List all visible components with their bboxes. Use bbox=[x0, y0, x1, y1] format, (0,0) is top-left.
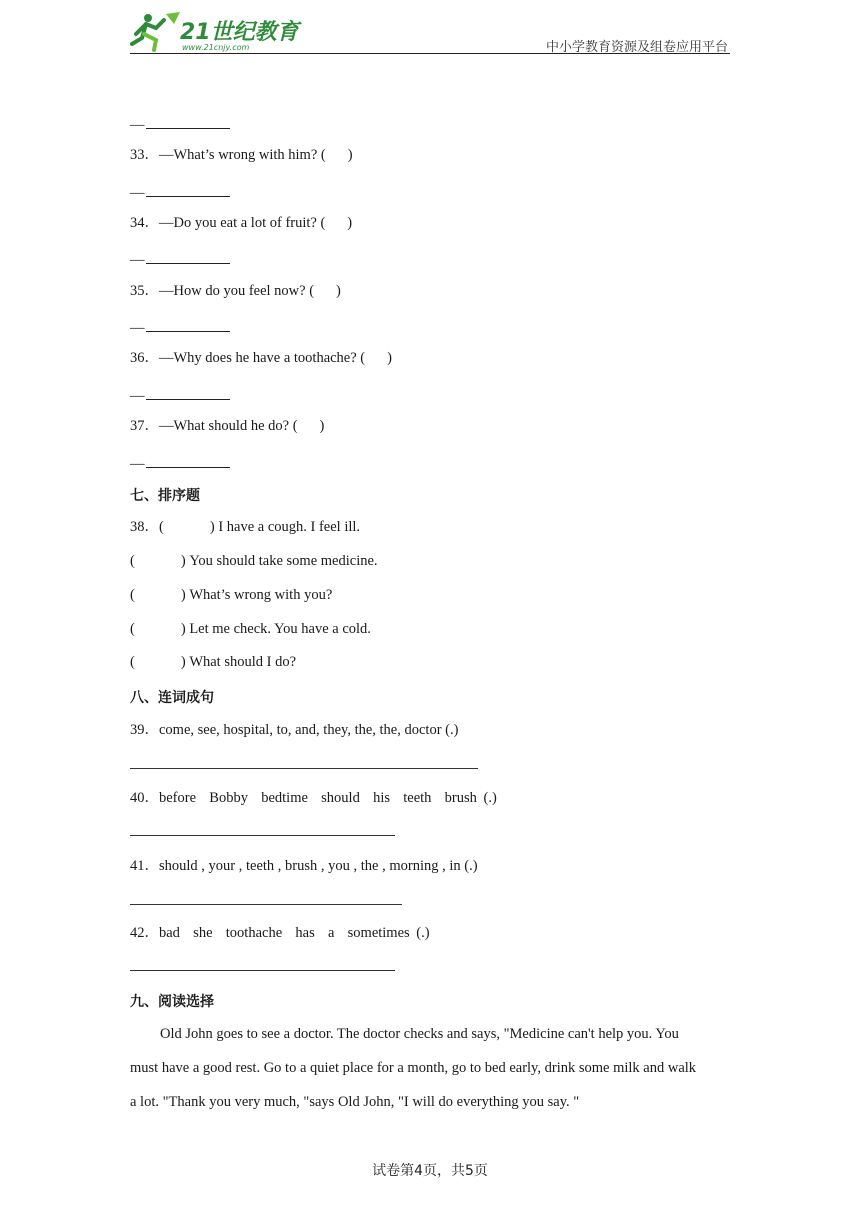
question-35: 35．—How do you feel now? ( ) bbox=[130, 283, 341, 299]
question-number: 39． bbox=[130, 722, 159, 738]
answer-line bbox=[130, 835, 395, 836]
reading-passage-line: must have a good rest. Go to a quiet place for a month, go to bed early, drink some milk and walk bbox=[130, 1060, 697, 1076]
ordering-line: ( ) What should I do? bbox=[130, 654, 297, 670]
answer-line: — bbox=[130, 455, 230, 473]
ordering-line: ( ) Let me check. You have a cold. bbox=[130, 621, 371, 637]
runner-icon bbox=[132, 12, 180, 50]
answer-line: — bbox=[130, 251, 230, 269]
question-number: 34． bbox=[130, 215, 159, 231]
question-41 bbox=[130, 857, 478, 875]
question-text: —How do you feel now? ( bbox=[159, 283, 315, 299]
section-title-sentence-building: 八、连词成句 bbox=[130, 690, 214, 706]
question-number: 35． bbox=[130, 283, 159, 299]
question-text: —What’s wrong with him? ( bbox=[159, 147, 326, 163]
question-text: —What should he do? ( bbox=[159, 418, 298, 434]
question-number: 41． bbox=[130, 858, 159, 874]
logo-21cnjy bbox=[128, 10, 303, 52]
header-divider bbox=[130, 53, 730, 54]
question-number: 40． bbox=[130, 790, 159, 806]
ordering-line: ( ) What’s wrong with you? bbox=[130, 587, 333, 603]
logo-text: 21世纪教育 bbox=[180, 20, 299, 45]
answer-line: — bbox=[130, 387, 230, 405]
question-text: —Why does he have a toothache? ( bbox=[159, 350, 366, 366]
question-33: 33．—What’s wrong with him? ( ) bbox=[130, 147, 353, 163]
ordering-item: What should I do? bbox=[189, 654, 297, 670]
answer-line bbox=[130, 768, 478, 769]
question-34: 34．—Do you eat a lot of fruit? ( ) bbox=[130, 215, 353, 231]
answer-line bbox=[130, 970, 395, 971]
ordering-item: You should take some medicine. bbox=[189, 553, 378, 569]
question-number: 38． bbox=[130, 519, 159, 535]
ordering-item: I have a cough. I feel ill. bbox=[218, 519, 361, 535]
ordering-item: What’s wrong with you? bbox=[189, 587, 333, 603]
question-37: 37．—What should he do? ( ) bbox=[130, 418, 325, 434]
question-38: 38．( ) I have a cough. I feel ill. bbox=[130, 519, 361, 535]
logo-url: www.21cnjy.com bbox=[182, 43, 250, 52]
answer-line: — bbox=[130, 116, 230, 134]
page-header bbox=[0, 0, 860, 60]
header-platform-title: 中小学教育资源及组卷应用平台 bbox=[545, 40, 728, 55]
question-text: before Bobby bedtime should his teeth brush (.) bbox=[159, 790, 497, 806]
section-title-reading: 九、阅读选择 bbox=[130, 994, 214, 1010]
question-text: come, see, hospital, to, and, they, the, the, doctor (.) bbox=[159, 722, 459, 738]
ordering-item: Let me check. You have a cold. bbox=[189, 621, 371, 637]
question-text: bad she toothache has a sometimes (.) bbox=[159, 925, 430, 941]
question-40 bbox=[130, 789, 497, 807]
question-39 bbox=[130, 721, 458, 739]
answer-line: — bbox=[130, 184, 230, 202]
question-number: 33． bbox=[130, 147, 159, 163]
question-42 bbox=[130, 924, 430, 942]
question-text: should , your , teeth , brush , you , the , morning , in (.) bbox=[159, 858, 478, 874]
question-36: 36．—Why does he have a toothache? ( ) bbox=[130, 350, 392, 366]
question-text: —Do you eat a lot of fruit? ( bbox=[159, 215, 326, 231]
question-number: 42． bbox=[130, 925, 159, 941]
answer-line bbox=[130, 904, 402, 905]
question-number: 36． bbox=[130, 350, 159, 366]
section-title-ordering: 七、排序题 bbox=[130, 488, 200, 504]
reading-passage-line: a lot. "Thank you very much, "says Old John, "I will do everything you say. " bbox=[130, 1094, 580, 1110]
ordering-line: ( ) You should take some medicine. bbox=[130, 553, 378, 569]
reading-passage-line: Old John goes to see a doctor. The doctor checks and says, "Medicine can't help you. You bbox=[160, 1026, 679, 1042]
question-number: 37． bbox=[130, 418, 159, 434]
page-footer: 试卷第4页，共5页 bbox=[372, 1163, 488, 1179]
answer-line: — bbox=[130, 319, 230, 337]
